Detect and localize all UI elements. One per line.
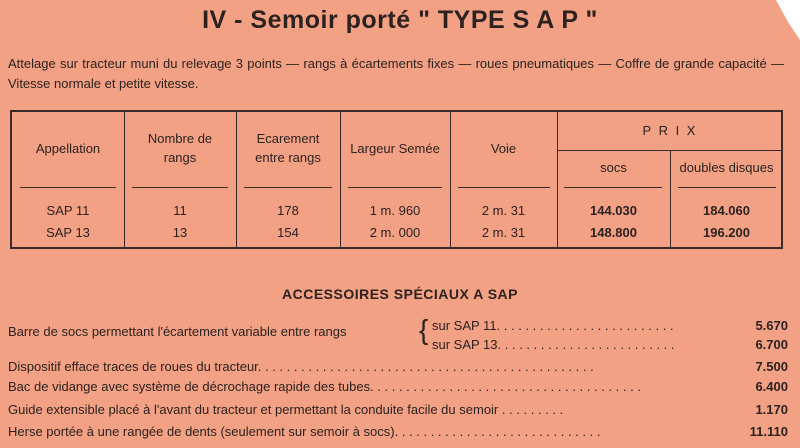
accessory-label: Dispositif efface traces de roues du tracteur. . . . . . . . . . . . . . . . . . . . . . . . . . . . . . . . . . . . . . . . . . . . . . . [8,359,594,374]
page-title: IV - Semoir porté " TYPE S A P " [202,6,598,34]
accessory-price: 7.500 [755,359,788,374]
row-largeur: 2 m. 000 [369,225,421,240]
accessory-price: 6.400 [755,379,788,394]
accessories-title: ACCESSOIRES SPÉCIAUX A SAP [281,286,518,302]
barre-option-price: 6.700 [755,337,788,352]
row-appellation: SAP 11 [46,203,90,218]
row-price-disques: 196.200 [703,225,750,240]
row-price-disques: 184.060 [703,203,750,218]
row-largeur: 1 m. 960 [369,203,421,218]
row-rangs: 11 [173,203,187,218]
row-ecartement: 154 [277,225,299,240]
intro-paragraph: Attelage sur tracteur muni du relevage 3 points — rangs à écartements fixes — roues pneumatiques — Coffre de grande capacité — Vitesse normale et petite vitesse. [8,56,784,91]
barre-label: Barre de socs permettant l'écartement variable entre rangs [8,324,347,339]
header-ecartement: Ecarement entre rangs [255,131,321,165]
row-voie: 2 m. 31 [481,203,526,218]
accessory-price: 11.110 [749,424,788,439]
accessory-label: Bac de vidange avec système de décrochage rapide des tubes. . . . . . . . . . . . . . . . . . . . . . . . . . . . . . . . . . . . . . [8,379,641,394]
header-largeur: Largeur Semée [350,141,440,156]
row-appellation: SAP 13 [46,225,90,240]
row-voie: 2 m. 31 [481,225,526,240]
accessory-label: Herse portée à une rangée de dents (seulement sur semoir à socs). . . . . . . . . . . . . . . . . . . . . . . . . . . . . [8,424,601,439]
row-rangs: 13 [172,225,188,240]
header-voie: Voie [490,141,517,156]
accessory-price: 1.170 [755,402,788,417]
row-price-socs: 148.800 [590,225,637,240]
header-prix: P R I X [642,123,698,138]
header-rangs: Nombre de rangs [147,131,213,165]
barre-option-label: sur SAP 13. . . . . . . . . . . . . . . . . . . . . . . . . [432,337,675,352]
row-price-socs: 144.030 [590,203,637,218]
price-table [10,110,783,249]
header-appellation: Appellation [35,141,101,156]
accessory-label: Guide extensible placé à l'avant du tracteur et permettant la conduite facile du semoir . . . . . . . . . [8,402,564,417]
row-ecartement: 178 [277,203,299,218]
barre-option-price: 5.670 [755,318,788,333]
brace-glyph: { [419,314,429,345]
barre-option-label: sur SAP 11. . . . . . . . . . . . . . . . . . . . . . . . . [432,318,674,333]
header-socs: socs [600,160,627,175]
header-disques: doubles disques [679,160,774,175]
